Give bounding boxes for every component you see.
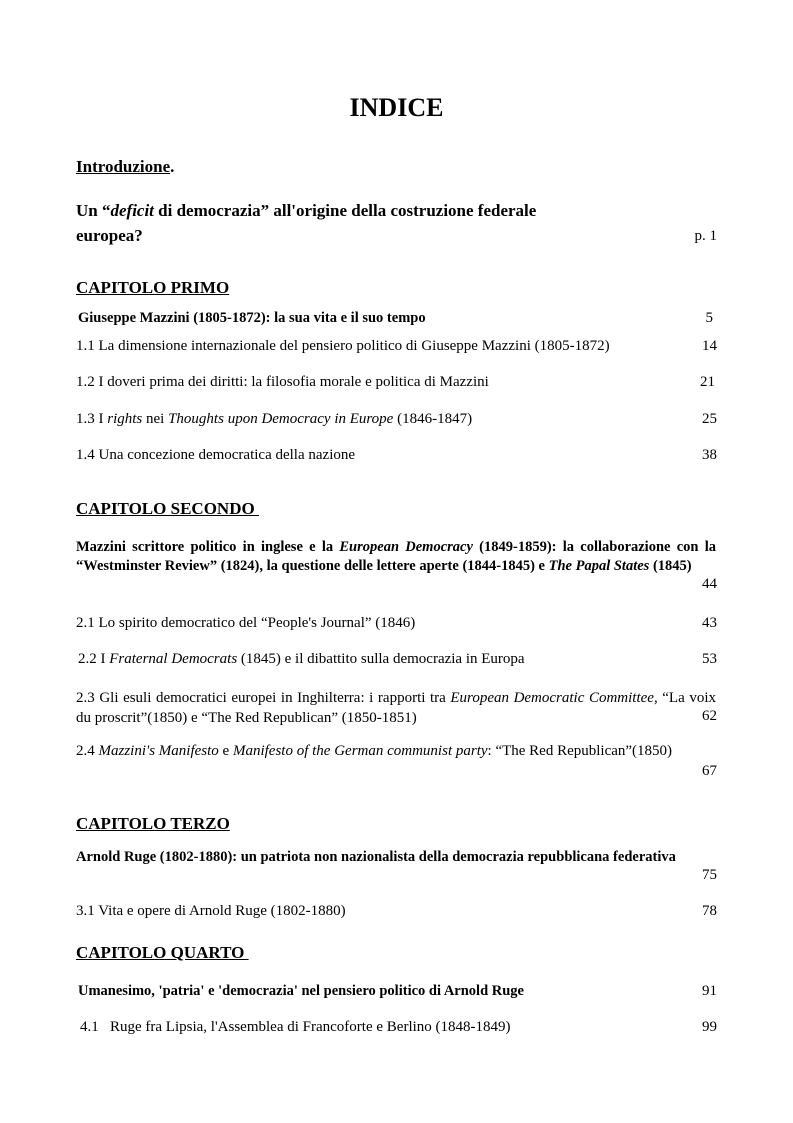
chapter4-heading: CAPITOLO QUARTO <box>76 943 249 962</box>
section-2-1: 2.1 Lo spirito democratico del “People's Journal” (1846) <box>76 615 416 631</box>
intro-page-number: p. 1 <box>694 228 717 244</box>
chapter3-title: Arnold Ruge (1802-1880): un patriota non nazionalista della democrazia repubblicana federativa <box>76 849 676 865</box>
chapter4-title-page: 91 <box>702 983 717 999</box>
page-title: INDICE <box>349 93 444 122</box>
section-3-1: 3.1 Vita e opere di Arnold Ruge (1802-1880) <box>76 903 346 919</box>
section-4-1: 4.1 Ruge fra Lipsia, l'Assemblea di Francoforte e Berlino (1848-1849) <box>80 1019 511 1035</box>
intro-subtitle-line1: Un “deficit di democrazia” all'origine della costruzione federale <box>76 201 537 220</box>
section-2-4-page: 67 <box>702 763 717 779</box>
section-1-3: 1.3 I rights nei Thoughts upon Democracy in Europe (1846-1847) <box>76 411 473 427</box>
chapter3-title-page: 75 <box>702 867 717 883</box>
section-1-3-page: 25 <box>702 411 717 427</box>
chapter2-title-page: 44 <box>702 576 717 592</box>
chapter2-title: Mazzini scrittore politico in inglese e la European Democracy (1849-1859): la collaborazione con la “Westminster Review” (1824), la questione delle lettere aperte (1844-1845) e The Papal States (1845) <box>76 539 716 574</box>
section-2-2-page: 53 <box>702 651 717 667</box>
chapter1-heading: CAPITOLO PRIMO <box>76 278 230 297</box>
section-1-4-page: 38 <box>702 447 717 463</box>
intro-subtitle-line2: europea? <box>76 226 143 245</box>
section-2-1-page: 43 <box>702 615 717 631</box>
chapter4-title: Umanesimo, 'patria' e 'democrazia' nel pensiero politico di Arnold Ruge <box>78 983 524 999</box>
intro-heading: Introduzione. <box>76 157 175 176</box>
section-2-2: 2.2 I Fraternal Democrats (1845) e il dibattito sulla democrazia in Europa <box>78 651 525 667</box>
chapter3-heading: CAPITOLO TERZO <box>76 814 230 833</box>
chapter2-heading: CAPITOLO SECONDO <box>76 499 259 518</box>
section-2-4: 2.4 Mazzini's Manifesto e Manifesto of the German communist party: “The Red Republican”(1850) <box>76 743 673 759</box>
section-2-3-page: 62 <box>702 708 717 724</box>
section-1-2-page: 21 <box>700 374 715 390</box>
chapter1-title: Giuseppe Mazzini (1805-1872): la sua vita e il suo tempo <box>78 310 426 326</box>
section-1-1-page: 14 <box>702 338 717 354</box>
chapter1-title-page: 5 <box>705 310 713 326</box>
section-3-1-page: 78 <box>702 903 717 919</box>
section-2-3: 2.3 Gli esuli democratici europei in Inghilterra: i rapporti tra European Democratic Committee, “La voix du proscrit”(1850) e “The Red Republican” (1850-1851) <box>76 690 716 726</box>
section-1-1: 1.1 La dimensione internazionale del pensiero politico di Giuseppe Mazzini (1805-1872) <box>76 338 610 354</box>
section-1-2: 1.2 I doveri prima dei diritti: la filosofia morale e politica di Mazzini <box>76 374 489 390</box>
section-1-4: 1.4 Una concezione democratica della nazione <box>76 447 356 463</box>
section-4-1-page: 99 <box>702 1019 717 1035</box>
